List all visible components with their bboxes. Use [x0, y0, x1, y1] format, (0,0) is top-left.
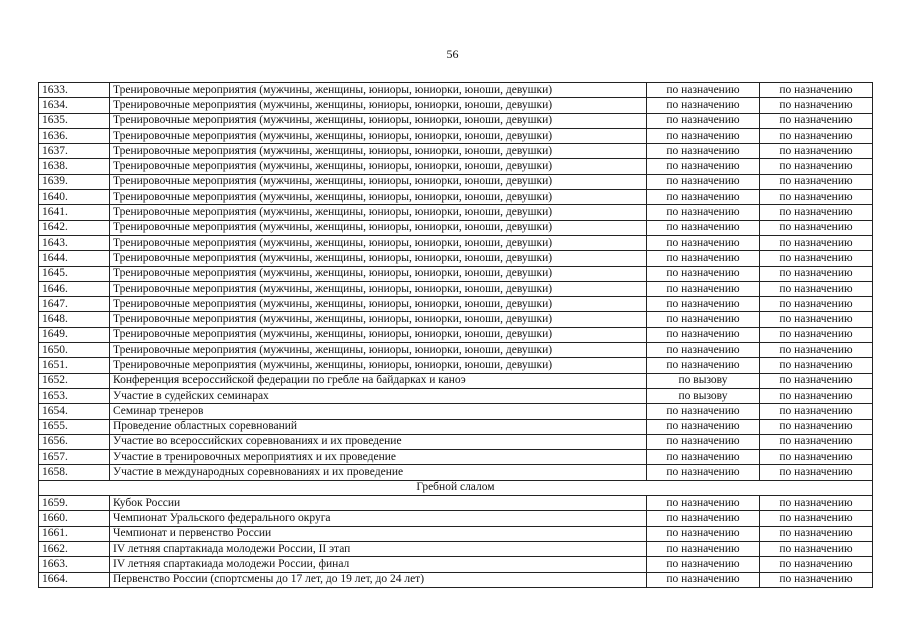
row-number: 1656.	[39, 434, 110, 449]
assignment-cell: по назначению	[647, 220, 760, 235]
table-row	[39, 144, 873, 159]
assignment-cell: по назначению	[760, 572, 873, 587]
event-name: Участие во всероссийских соревнованиях и их проведение	[110, 434, 647, 449]
table-row	[39, 373, 873, 388]
row-number: 1634.	[39, 98, 110, 113]
row-number: 1643.	[39, 235, 110, 250]
table-row	[39, 297, 873, 312]
assignment-cell: по назначению	[760, 557, 873, 572]
assignment-cell: по назначению	[647, 144, 760, 159]
table-row	[39, 327, 873, 342]
assignment-cell: по назначению	[647, 557, 760, 572]
row-number: 1642.	[39, 220, 110, 235]
table-row	[39, 572, 873, 587]
assignment-cell: по назначению	[760, 526, 873, 541]
row-number: 1640.	[39, 190, 110, 205]
table-row	[39, 159, 873, 174]
row-number: 1661.	[39, 526, 110, 541]
row-number: 1662.	[39, 541, 110, 556]
assignment-cell: по назначению	[760, 358, 873, 373]
event-name: Тренировочные мероприятия (мужчины, женщины, юниоры, юниорки, юноши, девушки)	[110, 297, 647, 312]
row-number: 1663.	[39, 557, 110, 572]
row-number: 1651.	[39, 358, 110, 373]
table-row	[39, 450, 873, 465]
assignment-cell: по назначению	[647, 358, 760, 373]
table-row	[39, 235, 873, 250]
row-number: 1637.	[39, 144, 110, 159]
row-number: 1649.	[39, 327, 110, 342]
event-name: Чемпионат и первенство России	[110, 526, 647, 541]
assignment-cell: по назначению	[647, 174, 760, 189]
row-number: 1644.	[39, 251, 110, 266]
assignment-cell: по назначению	[760, 373, 873, 388]
row-number: 1645.	[39, 266, 110, 281]
event-name: Тренировочные мероприятия (мужчины, женщины, юниоры, юниорки, юноши, девушки)	[110, 144, 647, 159]
event-name: Конференция всероссийской федерации по гребле на байдарках и каноэ	[110, 373, 647, 388]
assignment-cell: по назначению	[647, 419, 760, 434]
assignment-cell: по назначению	[647, 297, 760, 312]
assignment-cell: по назначению	[647, 404, 760, 419]
assignment-cell: по назначению	[647, 205, 760, 220]
assignment-cell: по назначению	[760, 388, 873, 403]
row-number: 1636.	[39, 128, 110, 143]
assignment-cell: по назначению	[760, 297, 873, 312]
row-number: 1648.	[39, 312, 110, 327]
assignment-cell: по назначению	[647, 511, 760, 526]
table-row	[39, 496, 873, 511]
table-row	[39, 434, 873, 449]
event-name: Тренировочные мероприятия (мужчины, женщины, юниоры, юниорки, юноши, девушки)	[110, 113, 647, 128]
row-number: 1638.	[39, 159, 110, 174]
page-number: 56	[446, 47, 459, 61]
table-row	[39, 205, 873, 220]
assignment-cell: по назначению	[647, 434, 760, 449]
table-row	[39, 98, 873, 113]
assignment-cell: по назначению	[760, 511, 873, 526]
assignment-cell: по назначению	[760, 496, 873, 511]
row-number: 1664.	[39, 572, 110, 587]
row-number: 1641.	[39, 205, 110, 220]
assignment-cell: по назначению	[760, 98, 873, 113]
assignment-cell: по назначению	[647, 83, 760, 98]
event-name: Тренировочные мероприятия (мужчины, женщины, юниоры, юниорки, юноши, девушки)	[110, 205, 647, 220]
row-number: 1659.	[39, 496, 110, 511]
event-name: Тренировочные мероприятия (мужчины, женщины, юниоры, юниорки, юноши, девушки)	[110, 220, 647, 235]
row-number: 1652.	[39, 373, 110, 388]
event-name: Тренировочные мероприятия (мужчины, женщины, юниоры, юниорки, юноши, девушки)	[110, 235, 647, 250]
table-row	[39, 83, 873, 98]
row-number: 1655.	[39, 419, 110, 434]
row-number: 1654.	[39, 404, 110, 419]
assignment-cell: по назначению	[760, 419, 873, 434]
assignment-cell: по назначению	[760, 190, 873, 205]
assignment-cell: по назначению	[760, 113, 873, 128]
event-name: Проведение областных соревнований	[110, 419, 647, 434]
row-number: 1653.	[39, 388, 110, 403]
assignment-cell: по назначению	[760, 465, 873, 480]
event-name: Тренировочные мероприятия (мужчины, женщины, юниоры, юниорки, юноши, девушки)	[110, 358, 647, 373]
event-name: Тренировочные мероприятия (мужчины, женщины, юниоры, юниорки, юноши, девушки)	[110, 83, 647, 98]
table-row	[39, 174, 873, 189]
event-name: Тренировочные мероприятия (мужчины, женщины, юниоры, юниорки, юноши, девушки)	[110, 266, 647, 281]
assignment-cell: по назначению	[760, 174, 873, 189]
assignment-cell: по вызову	[647, 388, 760, 403]
event-name: Тренировочные мероприятия (мужчины, женщины, юниоры, юниорки, юноши, девушки)	[110, 159, 647, 174]
row-number: 1639.	[39, 174, 110, 189]
event-name: Тренировочные мероприятия (мужчины, женщины, юниоры, юниорки, юноши, девушки)	[110, 281, 647, 296]
event-name: Участие в международных соревнованиях и их проведение	[110, 465, 647, 480]
event-name: Кубок России	[110, 496, 647, 511]
event-name: Первенство России (спортсмены до 17 лет, до 19 лет, до 24 лет)	[110, 572, 647, 587]
assignment-cell: по назначению	[647, 312, 760, 327]
event-name: Участие в судейских семинарах	[110, 388, 647, 403]
assignment-cell: по назначению	[760, 235, 873, 250]
table-row	[39, 281, 873, 296]
assignment-cell: по назначению	[760, 266, 873, 281]
event-name: Тренировочные мероприятия (мужчины, женщины, юниоры, юниорки, юноши, девушки)	[110, 98, 647, 113]
event-name: Тренировочные мероприятия (мужчины, женщины, юниоры, юниорки, юноши, девушки)	[110, 343, 647, 358]
table-row	[39, 419, 873, 434]
event-name: IV летняя спартакиада молодежи России, финал	[110, 557, 647, 572]
assignment-cell: по назначению	[760, 450, 873, 465]
assignment-cell: по назначению	[760, 128, 873, 143]
assignment-cell: по назначению	[760, 434, 873, 449]
assignment-cell: по назначению	[760, 404, 873, 419]
table-row	[39, 388, 873, 403]
section-header-row	[39, 480, 873, 495]
table-row	[39, 251, 873, 266]
table-row	[39, 220, 873, 235]
assignment-cell: по назначению	[760, 541, 873, 556]
assignment-cell: по назначению	[647, 190, 760, 205]
assignment-cell: по назначению	[647, 266, 760, 281]
event-name: IV летняя спартакиада молодежи России, II этап	[110, 541, 647, 556]
row-number: 1658.	[39, 465, 110, 480]
assignment-cell: по назначению	[760, 251, 873, 266]
event-name: Тренировочные мероприятия (мужчины, женщины, юниоры, юниорки, юноши, девушки)	[110, 327, 647, 342]
row-number: 1650.	[39, 343, 110, 358]
section-title: Гребной слалом	[39, 480, 873, 495]
assignment-cell: по назначению	[647, 128, 760, 143]
table-row	[39, 465, 873, 480]
assignment-cell: по назначению	[647, 113, 760, 128]
event-name: Участие в тренировочных мероприятиях и их проведение	[110, 450, 647, 465]
assignment-cell: по назначению	[647, 281, 760, 296]
assignment-cell: по назначению	[647, 251, 760, 266]
assignment-cell: по назначению	[647, 159, 760, 174]
assignment-cell: по назначению	[760, 327, 873, 342]
table-row	[39, 312, 873, 327]
assignment-cell: по назначению	[760, 312, 873, 327]
table-row	[39, 128, 873, 143]
assignment-cell: по назначению	[647, 98, 760, 113]
assignment-cell: по назначению	[647, 541, 760, 556]
assignment-cell: по назначению	[647, 496, 760, 511]
event-name: Тренировочные мероприятия (мужчины, женщины, юниоры, юниорки, юноши, девушки)	[110, 312, 647, 327]
events-table	[38, 82, 873, 588]
event-name: Тренировочные мероприятия (мужчины, женщины, юниоры, юниорки, юноши, девушки)	[110, 128, 647, 143]
table-row	[39, 343, 873, 358]
events-table-body	[39, 83, 873, 588]
table-row	[39, 113, 873, 128]
table-row	[39, 557, 873, 572]
event-name: Тренировочные мероприятия (мужчины, женщины, юниоры, юниорки, юноши, девушки)	[110, 251, 647, 266]
assignment-cell: по назначению	[647, 526, 760, 541]
assignment-cell: по назначению	[760, 220, 873, 235]
assignment-cell: по вызову	[647, 373, 760, 388]
assignment-cell: по назначению	[647, 343, 760, 358]
table-row	[39, 404, 873, 419]
event-name: Тренировочные мероприятия (мужчины, женщины, юниоры, юниорки, юноши, девушки)	[110, 174, 647, 189]
event-name: Чемпионат Уральского федерального округа	[110, 511, 647, 526]
assignment-cell: по назначению	[647, 465, 760, 480]
assignment-cell: по назначению	[760, 144, 873, 159]
assignment-cell: по назначению	[760, 83, 873, 98]
assignment-cell: по назначению	[760, 159, 873, 174]
assignment-cell: по назначению	[760, 281, 873, 296]
table-row	[39, 358, 873, 373]
row-number: 1646.	[39, 281, 110, 296]
row-number: 1657.	[39, 450, 110, 465]
assignment-cell: по назначению	[647, 450, 760, 465]
event-name: Семинар тренеров	[110, 404, 647, 419]
table-row	[39, 511, 873, 526]
assignment-cell: по назначению	[760, 343, 873, 358]
table-row	[39, 190, 873, 205]
row-number: 1633.	[39, 83, 110, 98]
table-row	[39, 266, 873, 281]
row-number: 1635.	[39, 113, 110, 128]
row-number: 1660.	[39, 511, 110, 526]
event-name: Тренировочные мероприятия (мужчины, женщины, юниоры, юниорки, юноши, девушки)	[110, 190, 647, 205]
table-row	[39, 526, 873, 541]
row-number: 1647.	[39, 297, 110, 312]
assignment-cell: по назначению	[647, 327, 760, 342]
assignment-cell: по назначению	[760, 205, 873, 220]
assignment-cell: по назначению	[647, 572, 760, 587]
assignment-cell: по назначению	[647, 235, 760, 250]
table-row	[39, 541, 873, 556]
